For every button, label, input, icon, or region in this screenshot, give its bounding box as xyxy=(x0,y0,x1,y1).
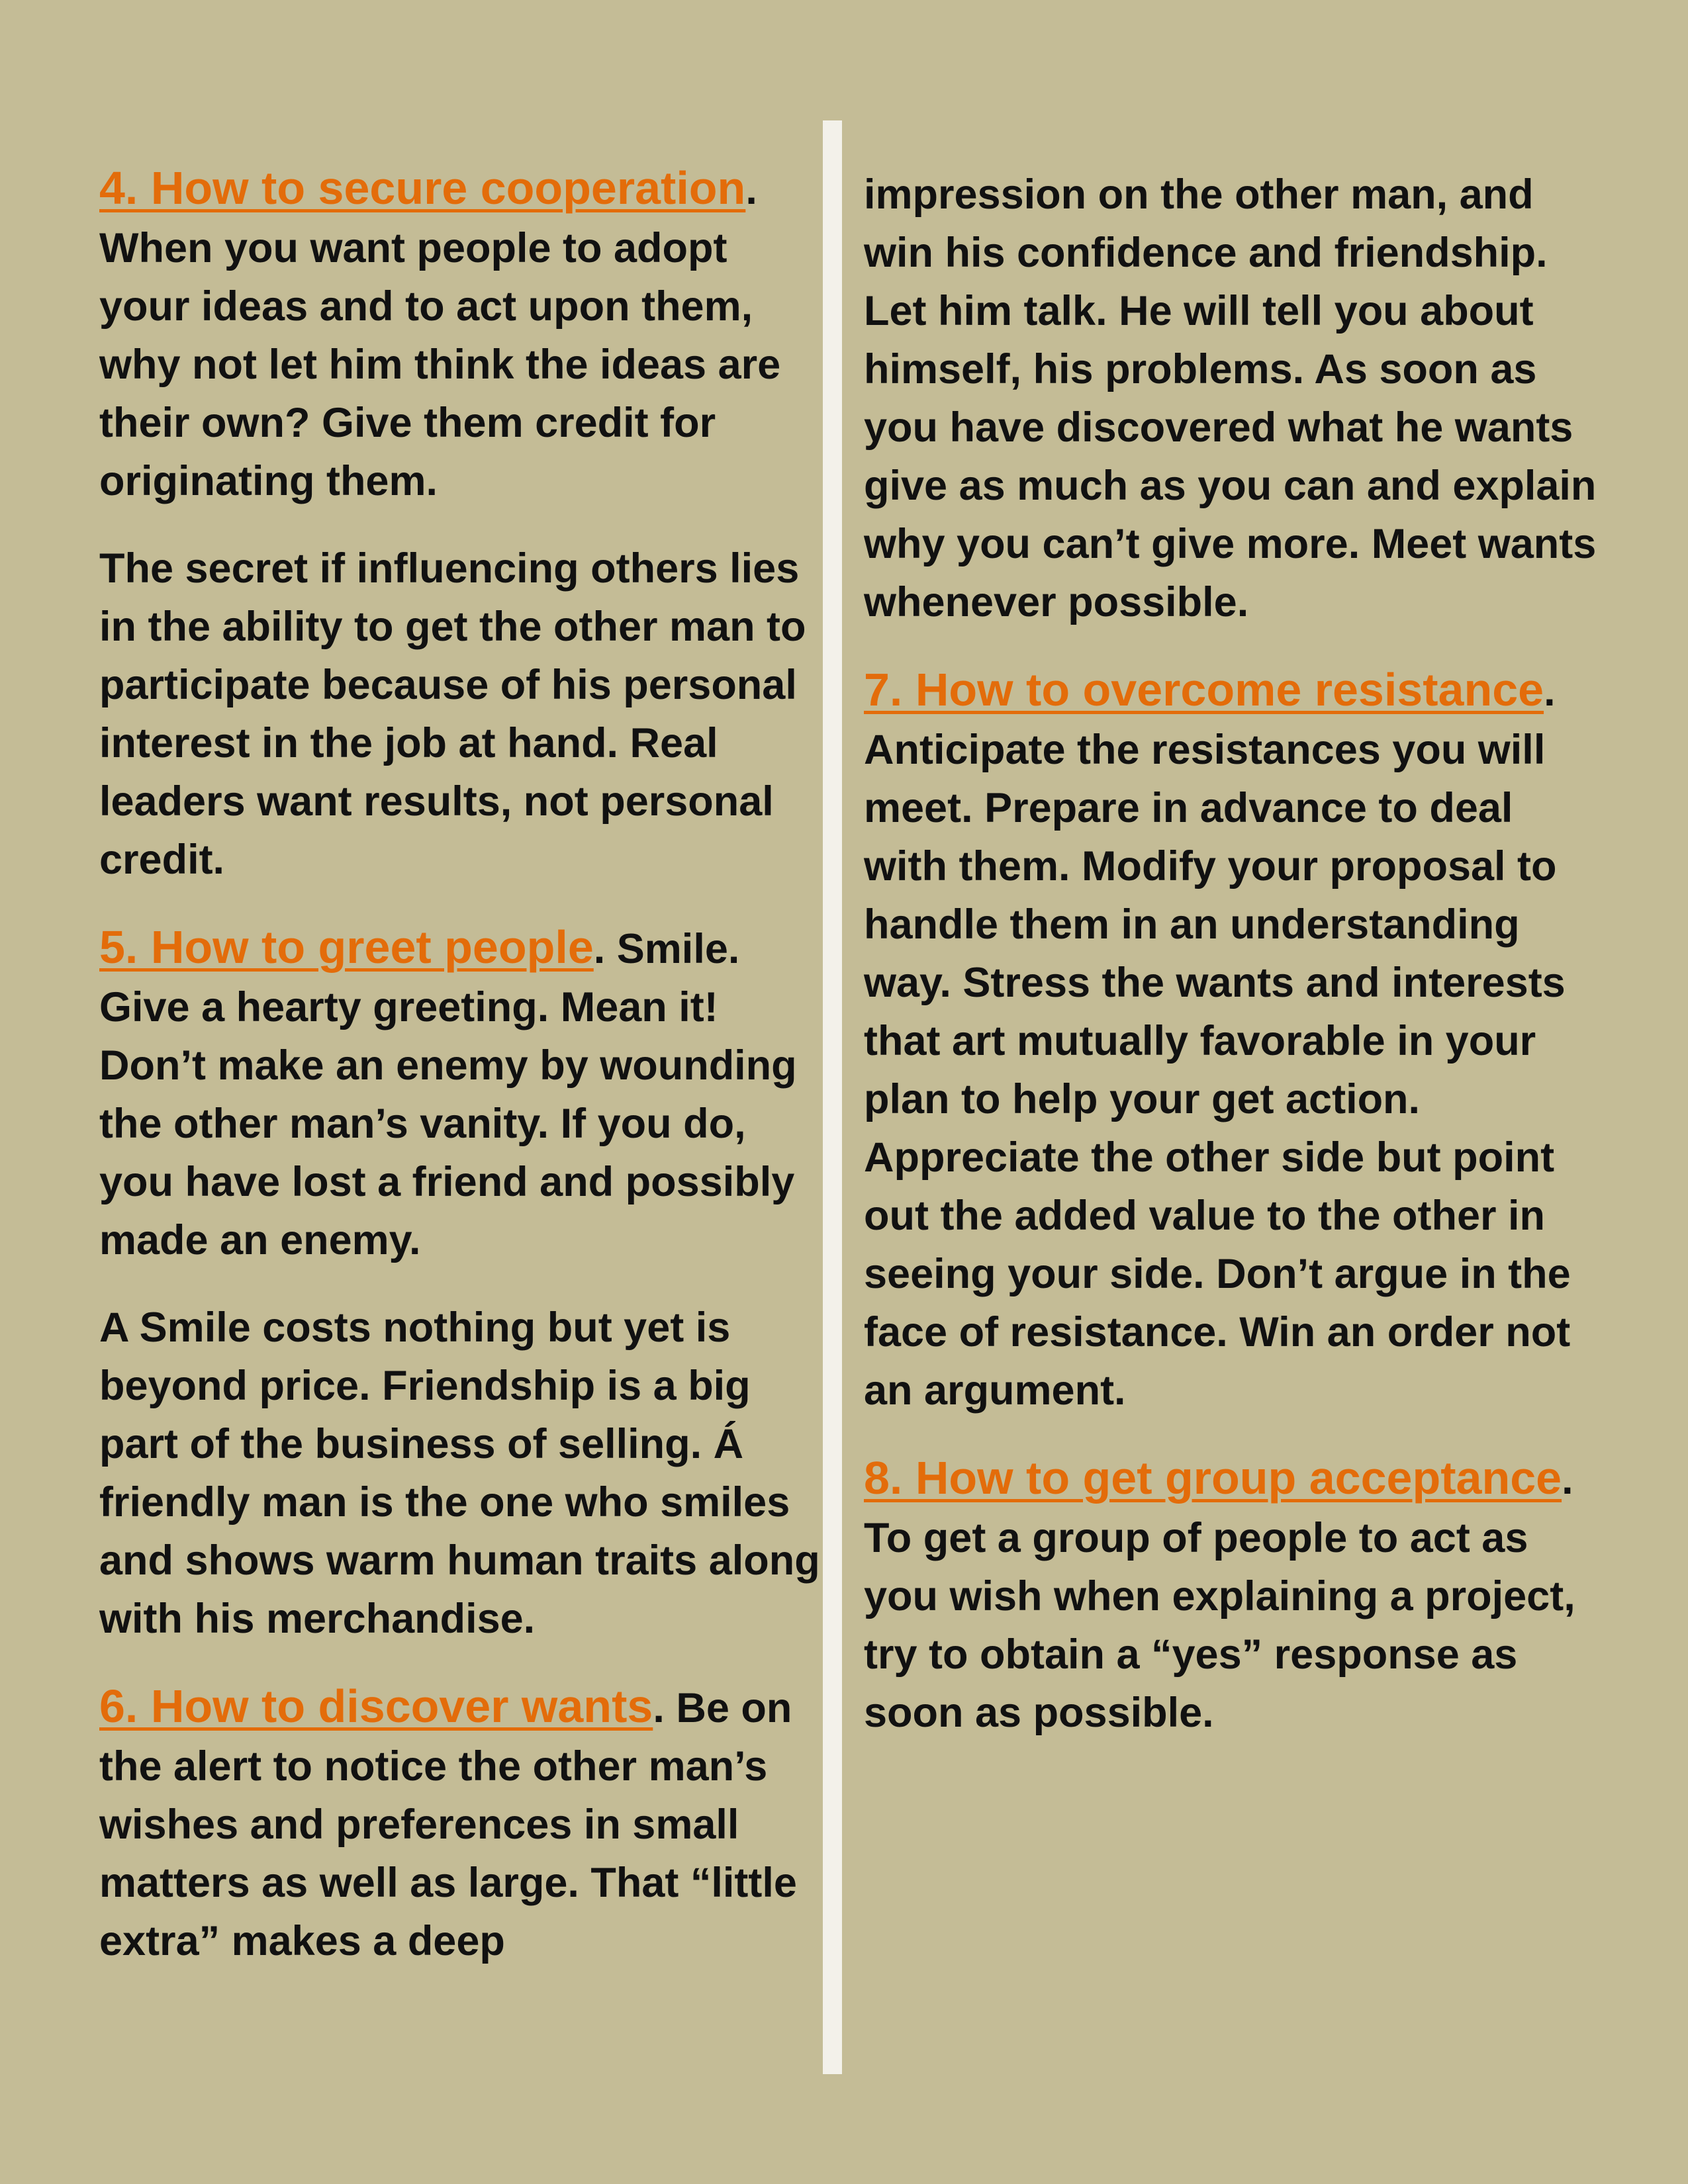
section-6-continued: impression on the other man, and win his confidence and friendship. Let him talk. He will tell you about himself, his problems. As soon as you have discovered what he wants give as much as you can and explain why you can’t give more. Meet wants whenever possible. xyxy=(864,171,1597,625)
left-column xyxy=(99,159,821,1999)
section-4-body: . When you want people to adopt your ideas and to act upon them, why not let him think the ideas are their own? Give them credit for originating them. xyxy=(99,167,781,504)
right-column xyxy=(864,165,1599,1771)
section-5-body: . Smile. Give a hearty greeting. Mean it! Don’t make an enemy by wounding the other man’s vanity. If you do, you have lost a friend and possibly made an enemy. xyxy=(99,926,797,1263)
section-7-body: . Anticipate the resistances you will meet. Prepare in advance to deal with them. Modify your proposal to handle them in an understanding way. Stress the wants and interests that art mutually favorable in your plan to help your get action. Appreciate the other side but point out the added value to the other in seeing your side. Don’t argue in the face of resistance. Win an order not an argument. xyxy=(864,668,1571,1414)
section-5-paragraph-2: A Smile costs nothing but yet is beyond price. Friendship is a big part of the business of selling. Á friendly man is the one who smiles and shows warm human traits along with his merchandise. xyxy=(99,1304,820,1642)
section-4-paragraph-2: The secret if influencing others lies in the ability to get the other man to participate because of his personal interest in the job at hand. Real leaders want results, not personal credit. xyxy=(99,545,806,883)
section-8-heading: 8. How to get group acceptance xyxy=(864,1452,1562,1504)
section-7-heading: 7. How to overcome resistance xyxy=(864,664,1544,715)
section-5-heading: 5. How to greet people xyxy=(99,921,594,973)
section-6-heading: 6. How to discover wants xyxy=(99,1680,653,1732)
section-5 xyxy=(99,918,821,1269)
section-6-body: . Be on the alert to notice the other man’s wishes and preferences in small matters as well as large. That “little extra” makes a deep xyxy=(99,1685,797,1964)
section-6 xyxy=(99,1677,821,1970)
section-4 xyxy=(99,159,821,510)
column-divider xyxy=(823,120,842,2074)
section-4-heading: 4. How to secure cooperation xyxy=(99,162,746,214)
section-8 xyxy=(864,1449,1599,1742)
section-8-body: . To get a group of people to act as you wish when explaining a project, try to obtain a “yes” response as soon as possible. xyxy=(864,1457,1575,1736)
section-7 xyxy=(864,660,1599,1420)
